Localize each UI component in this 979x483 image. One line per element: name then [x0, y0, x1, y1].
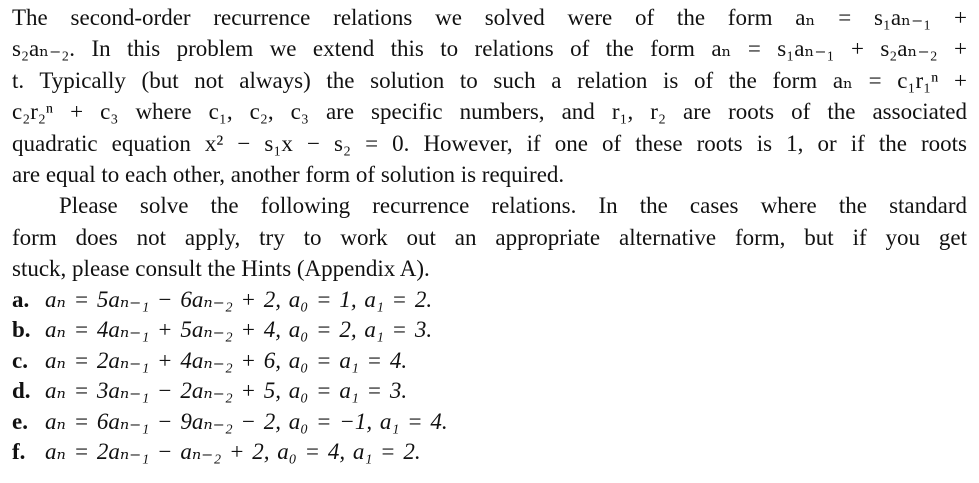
problem-label: b.	[12, 317, 31, 343]
problem-item-d	[12, 376, 967, 407]
problem-label: c.	[12, 347, 28, 373]
problem-item-a	[12, 285, 967, 316]
problem-equation: aₙ = 6aₙ₋₁ − 9aₙ₋₂ − 2, a₀ = −1, a₁ = 4.	[45, 408, 448, 434]
intro-line-3: t. Typically (but not always) the solution to such a relation is of the form aₙ = c₁r₁ⁿ +	[12, 67, 967, 93]
intro-line-5: quadratic equation x² − s₁x − s₂ = 0. However, if one of these roots is 1, or if the roots	[12, 130, 967, 156]
problem-equation: aₙ = 2aₙ₋₁ − aₙ₋₂ + 2, a₀ = 4, a₁ = 2.	[45, 439, 421, 465]
problem-label: e.	[12, 408, 28, 434]
problem-label: f.	[12, 439, 26, 465]
intro-line-4: c₂r₂ⁿ + c₃ where c₁, c₂, c₃ are specific numbers, and r₁, r₂ are roots of the associated	[12, 99, 967, 125]
problem-equation: aₙ = 2aₙ₋₁ + 4aₙ₋₂ + 6, a₀ = a₁ = 4.	[45, 347, 408, 373]
problem-item-e	[12, 407, 967, 438]
intro-line-2: s₂aₙ₋₂. In this problem we extend this to relations of the form aₙ = s₁aₙ₋₁ + s₂aₙ₋₂ +	[12, 36, 967, 62]
intro-line-1: The second-order recurrence relations we solved were of the form aₙ = s₁aₙ₋₁ +	[12, 5, 967, 30]
problem-equation: aₙ = 3aₙ₋₁ − 2aₙ₋₂ + 5, a₀ = a₁ = 3.	[45, 378, 408, 404]
problem-item-f	[12, 437, 967, 468]
problem-equation: aₙ = 5aₙ₋₁ − 6aₙ₋₂ + 2, a₀ = 1, a₁ = 2.	[45, 286, 433, 312]
problem-label: d.	[12, 378, 31, 404]
problem-item-b	[12, 315, 967, 346]
intro-line-6: are equal to each other, another form of solution is required.	[12, 162, 565, 188]
instructions-line-1: Please solve the following recurrence relations. In the cases where the standard	[59, 193, 967, 219]
problem-item-c	[12, 346, 967, 377]
problem-label: a.	[12, 286, 30, 312]
intro-paragraph	[12, 2, 967, 190]
instructions-line-3: stuck, please consult the Hints (Appendix A).	[12, 256, 430, 282]
problem-equation: aₙ = 4aₙ₋₁ + 5aₙ₋₂ + 4, a₀ = 2, a₁ = 3.	[45, 317, 433, 343]
instructions-paragraph	[12, 190, 967, 284]
instructions-line-2: form does not apply, try to work out an appropriate alternative form, but if you get	[12, 224, 967, 250]
document-body	[12, 2, 967, 468]
problem-list	[12, 285, 967, 468]
